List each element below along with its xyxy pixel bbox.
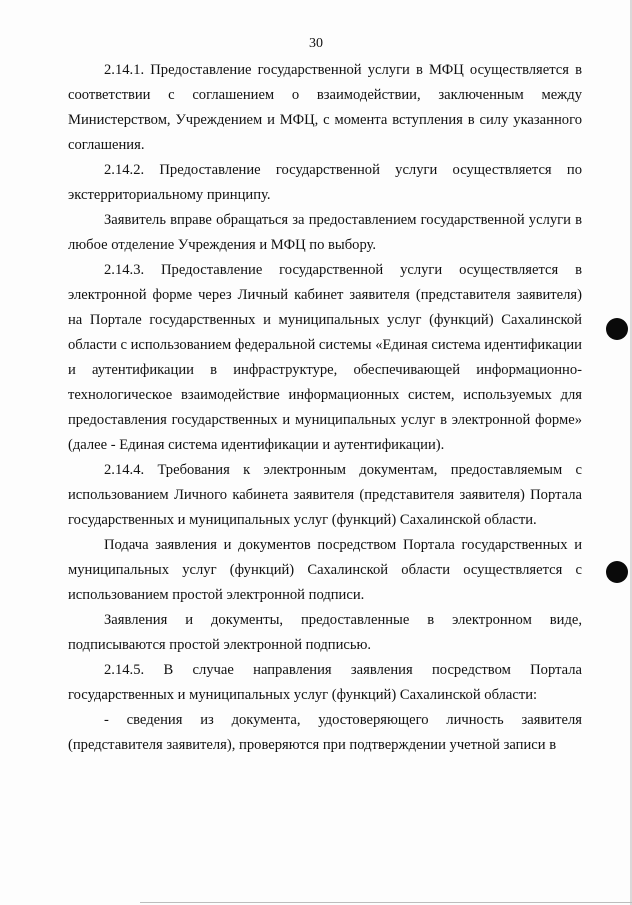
punch-hole-mark <box>606 318 628 340</box>
paragraph-2-14-3: 2.14.3. Предоставление государственной услуги осуществляется в электронной форме через Личный кабинет заявителя (представителя заявителя) на Портале государственных и муниципальных услуг (функций) Сахалинской области с использованием федеральной системы «Единая система идентификации и аутентификации в инфраструктуре, обеспечивающей информационно-технологическое взаимодействие информационных систем, используемых для предоставления государственных и муниципальных услуг в электронной форме» (далее - Единая система идентификации и аутентификации). <box>68 262 582 453</box>
paragraph-2-14-2: 2.14.2. Предоставление государственной услуги осуществляется по экстерриториальному принципу. <box>68 162 582 203</box>
paragraph-submission: Подача заявления и документов посредством Портала государственных и муниципальных услуг (функций) Сахалинской области осуществляется с использованием простой электронной подписи. <box>68 537 582 603</box>
document-body <box>68 58 582 758</box>
paragraph-applicant-right: Заявитель вправе обращаться за предоставлением государственной услуги в любое отделение Учреждения и МФЦ по выбору. <box>68 212 582 253</box>
paragraph-2-14-5: 2.14.5. В случае направления заявления посредством Портала государственных и муниципальных услуг (функций) Сахалинской области: <box>68 662 582 703</box>
paragraph-signature: Заявления и документы, предоставленные в электронном виде, подписываются простой электронной подписью. <box>68 612 582 653</box>
paragraph-2-14-1: 2.14.1. Предоставление государственной услуги в МФЦ осуществляется в соответствии с соглашением о взаимодействии, заключенным между Министерством, Учреждением и МФЦ, с момента вступления в силу указанного соглашения. <box>68 62 582 153</box>
paragraph-2-14-4: 2.14.4. Требования к электронным документам, предоставляемым с использованием Личного кабинета заявителя (представителя заявителя) Портала государственных и муниципальных услуг (функций) Сахалинской области. <box>68 462 582 528</box>
paragraph-identity-check: - сведения из документа, удостоверяющего личность заявителя (представителя заявителя), проверяются при подтверждении учетной записи в <box>68 712 582 753</box>
page-number: 30 <box>309 36 323 51</box>
scan-edge <box>140 902 632 903</box>
punch-hole-mark <box>606 561 628 583</box>
